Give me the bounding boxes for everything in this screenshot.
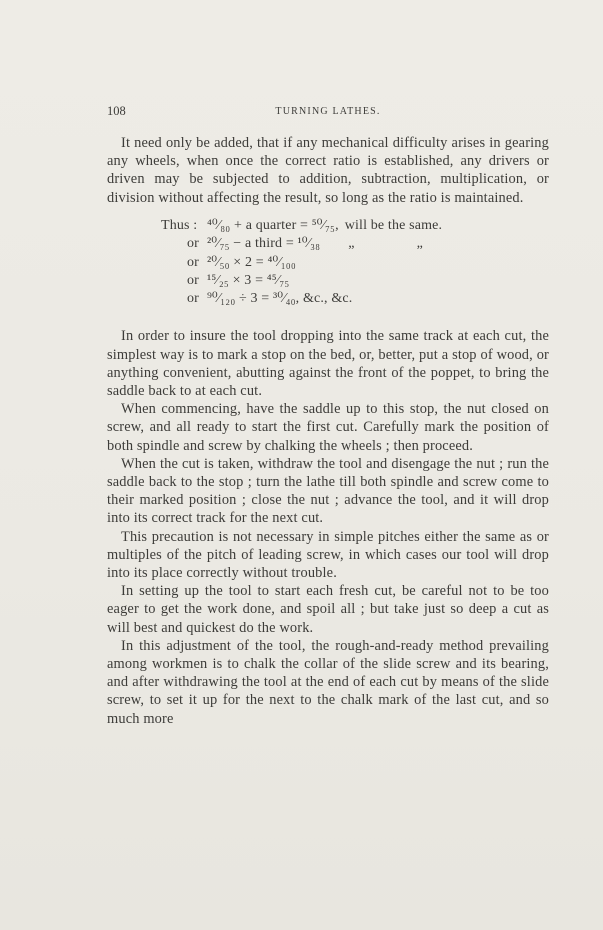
formula-expression: ²⁰⁄₅₀ × 2 = ⁴⁰⁄₁₀₀ — [207, 254, 296, 270]
paragraph-insure-tool-dropping: In order to insure the tool dropping into the same track at each cut, the simplest way is to mark a stop on the bed, or, better, put a stop of wood, or anything convenient, abutting against the front of the poppet, to bring the saddle back to at each cut. — [107, 328, 549, 399]
formula-lead: or — [187, 272, 199, 288]
formula-lead: or — [187, 254, 199, 270]
formula-expression: ²⁰⁄₇₅ − a third = ¹⁰⁄₃₈ — [207, 236, 321, 252]
formula-lead: Thus : — [161, 217, 198, 233]
formula-row-times-three — [161, 272, 549, 290]
paragraph-adjustment: In this adjustment of the tool, the rough-and-ready method prevailing among workmen is to chalk the collar of the slide screw and its bearing, and after withdrawing the tool at the end of each cut by means of the slide screw, to set it up for the next to the chalk mark of the last cut, and so much more — [107, 637, 549, 727]
paragraph-precaution: This precaution is not necessary in simple pitches either the same as or multiples of the pitch of leading screw, in which cases our tool will drop into its place correctly without trouble. — [107, 528, 549, 581]
body-text — [107, 134, 549, 728]
formula-expression: ⁹⁰⁄₁₂₀ ÷ 3 = ³⁰⁄₄₀, &c., &c. — [207, 291, 353, 307]
paragraph-mechanical-difficulty: It need only be added, that if any mechanical difficulty arises in gearing any wheels, when once the correct ratio is established, any drivers or driven may be subjected to addition, subtraction, multiplication, or division without affecting the result, so long as the ratio is maintained. — [107, 135, 549, 206]
formula-row-times-two — [161, 253, 549, 271]
formula-lead: or — [187, 291, 199, 307]
formula-expression: ¹⁵⁄₂₅ × 3 = ⁴⁵⁄₇₅ — [207, 272, 290, 288]
formula-expression: ⁴⁰⁄₈₀ + a quarter = ⁵⁰⁄₇₅, — [207, 217, 339, 233]
formula-lead: or — [187, 236, 199, 252]
ditto-marks: „ „ — [348, 236, 423, 252]
paragraph-setting-up-tool: In setting up the tool to start each fresh cut, be careful not to be too eager to get the work done, and spoil all ; but take just so deep a cut as will best and quickest do the work. — [107, 583, 549, 636]
ratio-examples — [107, 217, 549, 308]
formula-row-thus — [161, 217, 549, 235]
paragraph-when-commencing: When commencing, have the saddle up to this stop, the nut closed on screw, and all ready to start the first cut. Carefully mark the position of both spindle and screw by chalking the wheels ; then proceed. — [107, 401, 549, 454]
paragraph-when-cut-taken: When the cut is taken, withdraw the tool and disengage the nut ; run the saddle back to the stop ; turn the lathe till both spindle and screw come to their marked position ; close the nut ; advance the tool, and it will drop into its correct track for the next cut. — [107, 455, 549, 527]
formula-row-third — [161, 235, 549, 253]
formula-note: will be the same. — [344, 217, 443, 233]
page-header — [107, 104, 549, 120]
formula-row-divide-three — [161, 290, 549, 308]
running-title: TURNING LATHES. — [275, 106, 381, 117]
page-number: 108 — [107, 104, 126, 118]
